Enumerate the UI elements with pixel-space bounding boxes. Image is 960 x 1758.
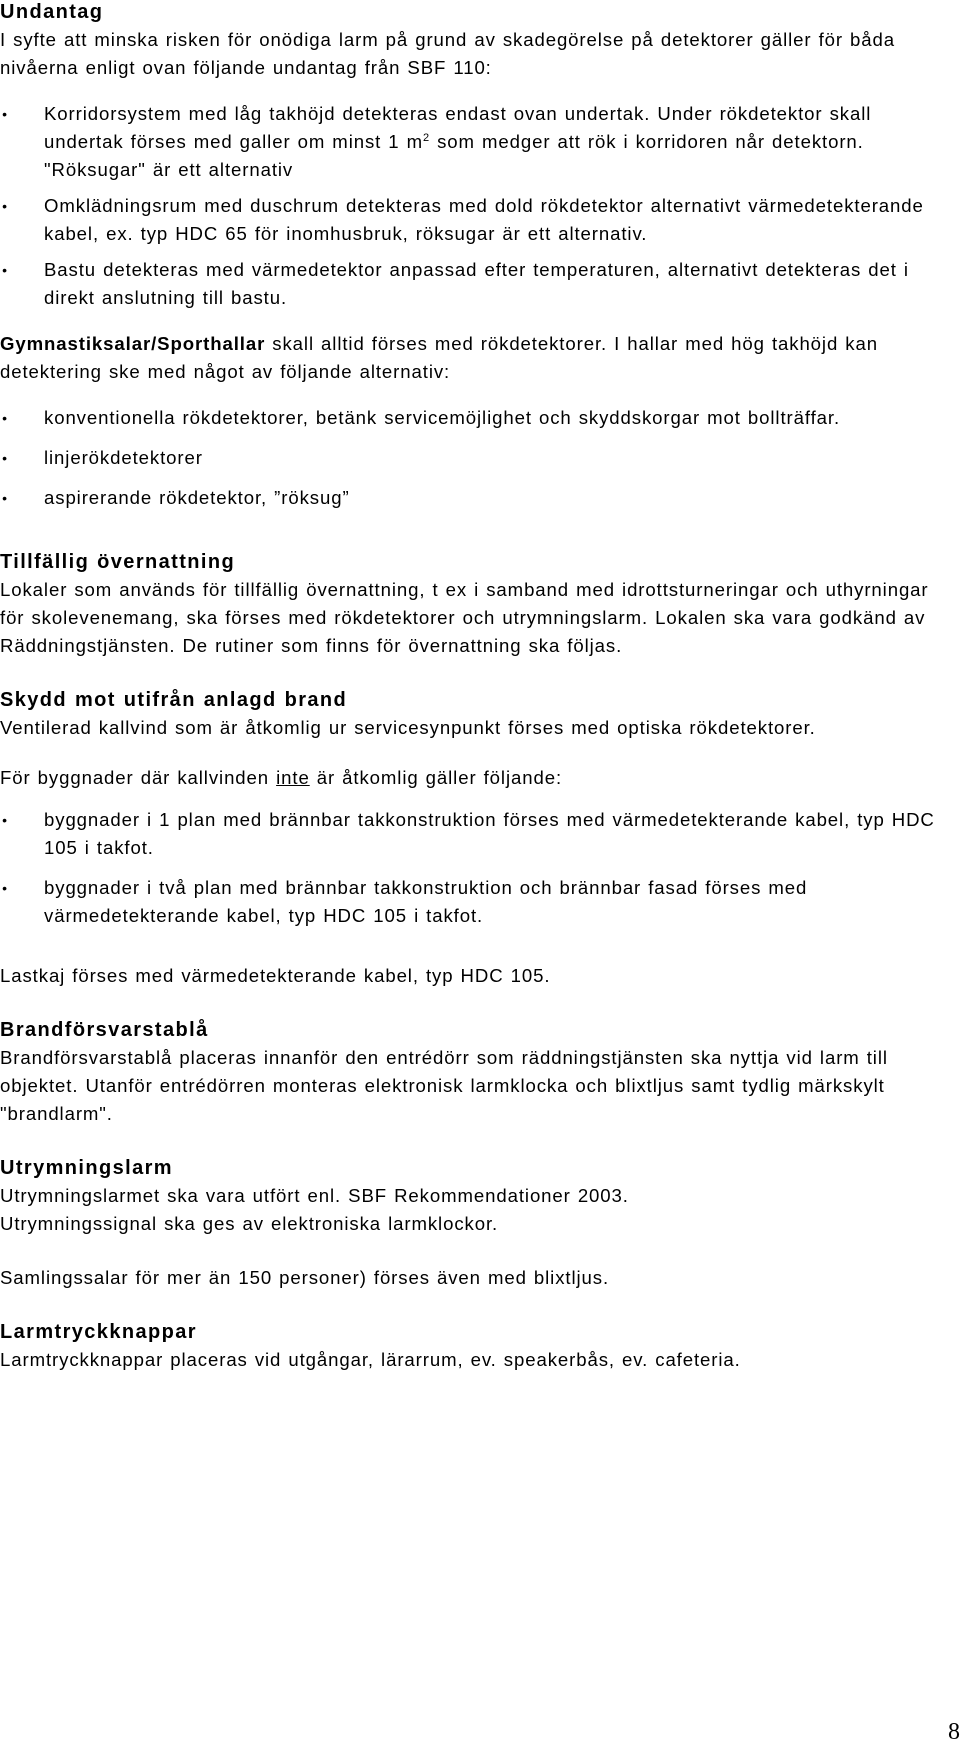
bullet-icon: • bbox=[2, 106, 8, 122]
list-item bbox=[0, 404, 952, 432]
undantag-intro: I syfte att minska risken för onödiga larm på grund av skadegörelse på detektorer gäller för båda nivåerna enligt ovan följande undantag från SBF 110: bbox=[0, 29, 895, 78]
list-item bbox=[0, 806, 952, 862]
skydd-bullet-1: byggnader i 1 plan med brännbar takkonstruktion förses med värmedetekterande kabel, typ HDC 105 i takfot. bbox=[44, 809, 935, 858]
undantag-bullet-2: Omklädningsrum med duschrum detekteras med dold rökdetektor alternativt värmedetekterande kabel, ex. typ HDC 65 för inomhusbruk, röksugar är ett alternativ. bbox=[44, 195, 924, 244]
undantag-bullet-1: Korridorsystem med låg takhöjd detekteras endast ovan undertak. Under rökdetektor skall undertak förses med galler om minst 1 $m^2$ som medger att rök i korridoren når detektorn. "Röksugar" är ett alternativ bbox=[44, 103, 872, 180]
section-heading-tillfallig: Tillfällig övernattning bbox=[0, 551, 236, 573]
section-heading-undantag: Undantag bbox=[0, 1, 104, 23]
section-heading-larmtryck: Larmtryckknappar bbox=[0, 1321, 197, 1343]
skydd-text: Ventilerad kallvind som är åtkomlig ur servicesynpunkt förses med optiska rökdetektorer. bbox=[0, 717, 816, 738]
bullet-icon: • bbox=[2, 410, 8, 426]
gymnastik-bullet-3: aspirerande rökdetektor, ”röksug” bbox=[44, 487, 350, 508]
list-item bbox=[0, 874, 952, 930]
section-heading-utrymning: Utrymningslarm bbox=[0, 1157, 173, 1179]
bullet-icon: • bbox=[2, 490, 8, 506]
lastkaj-text: Lastkaj förses med värmedetekterande kabel, typ HDC 105. bbox=[0, 965, 551, 986]
bullet-icon: • bbox=[2, 880, 8, 896]
underlined-inte: inte bbox=[276, 767, 310, 788]
gymnastik-bullet-2: linjerökdetektorer bbox=[44, 447, 203, 468]
section-heading-skydd: Skydd mot utifrån anlagd brand bbox=[0, 689, 348, 711]
section-heading-brandfors: Brandförsvarstablå bbox=[0, 1019, 209, 1041]
list-item bbox=[0, 192, 952, 248]
brandfors-text: Brandförsvarstablå placeras innanför den entrédörr som räddningstjänsten ska nyttja vid larm till objektet. Utanför entrédörren monteras elektronisk larmklocka och blixtljus samt tydlig märkskylt "brandlarm". bbox=[0, 1047, 888, 1124]
list-item bbox=[0, 100, 952, 184]
utrymning-line-1: Utrymningslarmet ska vara utfört enl. SBF Rekommendationer 2003. bbox=[0, 1185, 629, 1206]
gymnastik-bold-label: Gymnastiksalar/Sporthallar bbox=[0, 333, 266, 354]
skydd-bullet-2: byggnader i två plan med brännbar takkonstruktion och brännbar fasad förses med värmedetekterande kabel, typ HDC 105 i takfot. bbox=[44, 877, 808, 926]
bullet-icon: • bbox=[2, 262, 8, 278]
list-item bbox=[0, 444, 952, 472]
larmtryck-text: Larmtryckknappar placeras vid utgångar, lärarrum, ev. speakerbås, ev. cafeteria. bbox=[0, 1349, 741, 1370]
undantag-bullet-3: Bastu detekteras med värmedetektor anpassad efter temperaturen, alternativt detekteras det i direkt anslutning till bastu. bbox=[44, 259, 909, 308]
skydd-list bbox=[0, 806, 952, 930]
bullet-icon: • bbox=[2, 198, 8, 214]
page-number: 8 bbox=[948, 1719, 960, 1745]
tillfallig-text: Lokaler som används för tillfällig övernattning, t ex i samband med idrottsturneringar och uthyrningar för skolevenemang, ska förses med rökdetektorer och utrymningslarm. Lokalen ska vara godkänd av Räddningstjänsten. De rutiner som finns för övernattning ska följas. bbox=[0, 579, 929, 656]
bullet-icon: • bbox=[2, 450, 8, 466]
undantag-list bbox=[0, 100, 952, 312]
samlingssal-text: Samlingssalar för mer än 150 personer) förses även med blixtljus. bbox=[0, 1267, 610, 1288]
utrymning-line-2: Utrymningssignal ska ges av elektroniska larmklockor. bbox=[0, 1213, 499, 1234]
bullet-icon: • bbox=[2, 812, 8, 828]
list-item bbox=[0, 256, 952, 312]
gymnastik-paragraph: Gymnastiksalar/Sporthallar skall alltid förses med rökdetektorer. I hallar med hög takhöjd kan detektering ske med något av följande alternativ: bbox=[0, 333, 878, 382]
skydd-lead: För byggnader där kallvinden inte är åtkomlig gäller följande: bbox=[0, 767, 563, 788]
list-item bbox=[0, 484, 952, 512]
gymnastik-list bbox=[0, 404, 952, 512]
gymnastik-bullet-1: konventionella rökdetektorer, betänk servicemöjlighet och skyddskorgar mot bollträffar. bbox=[44, 407, 841, 428]
